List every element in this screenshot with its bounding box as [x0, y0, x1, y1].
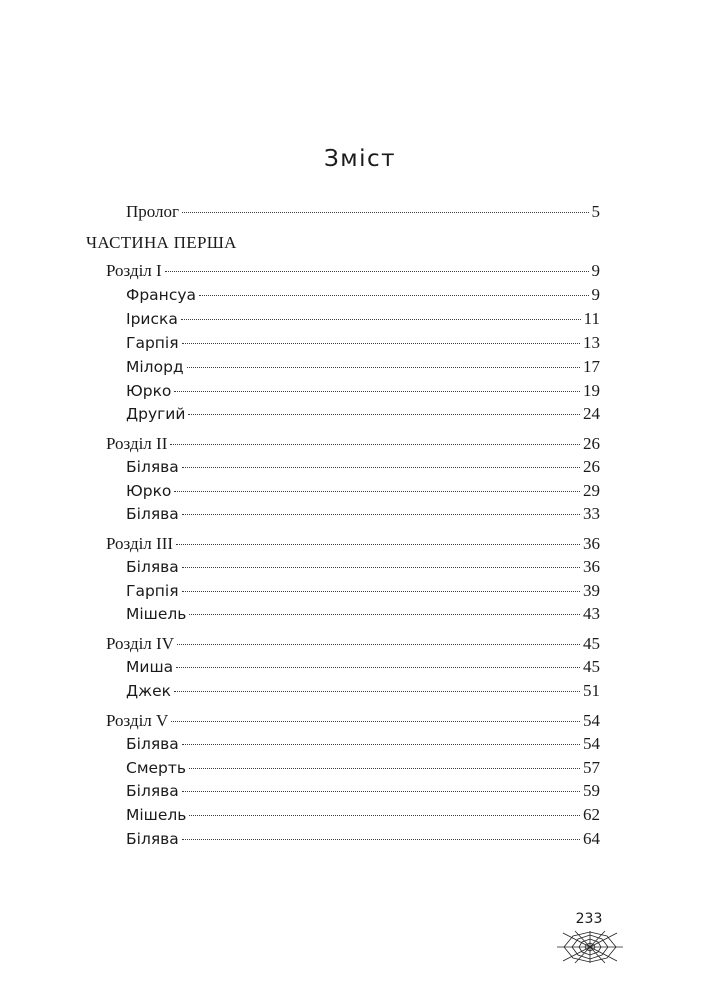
- toc-chapter-4[interactable]: [106, 633, 600, 655]
- toc-entry-label: Розділ I: [106, 261, 162, 280]
- page-title: Зміст: [323, 146, 397, 172]
- toc-chapter-1[interactable]: [106, 260, 600, 282]
- toc-page-number: 26: [583, 434, 600, 453]
- toc-entry-label: Іриска: [126, 310, 178, 328]
- toc-entry-label: Білява: [126, 458, 179, 476]
- toc-page-number: 24: [583, 404, 600, 423]
- dot-leader: [182, 791, 580, 792]
- toc-entry[interactable]: [126, 780, 600, 802]
- toc-page-number: 59: [583, 781, 600, 800]
- toc-page-number: 11: [583, 309, 600, 328]
- toc-page-number: 54: [583, 734, 600, 753]
- toc-entry[interactable]: [126, 828, 600, 850]
- toc-entry-label: Юрко: [126, 382, 172, 400]
- toc-entry-label: Білява: [126, 830, 179, 848]
- dot-leader: [176, 667, 580, 668]
- dot-leader: [165, 271, 589, 272]
- toc-page-number: 45: [583, 634, 600, 653]
- toc-entry[interactable]: [126, 603, 600, 625]
- dot-leader: [182, 744, 580, 745]
- toc-entry[interactable]: [126, 580, 600, 602]
- toc-page-number: 43: [583, 604, 600, 623]
- dot-leader: [182, 212, 588, 213]
- toc-page-number: 19: [583, 381, 600, 400]
- toc-entry-label: Миша: [126, 658, 174, 676]
- dot-leader: [182, 591, 580, 592]
- toc-entry[interactable]: [126, 680, 600, 702]
- dot-leader: [187, 367, 580, 368]
- toc-page-number: 45: [583, 657, 600, 676]
- dot-leader: [174, 491, 580, 492]
- dot-leader: [189, 768, 580, 769]
- toc-entry-label: Юрко: [126, 482, 172, 500]
- toc-entry-label: Розділ II: [106, 434, 168, 453]
- toc-entry-label: Розділ IV: [106, 634, 174, 653]
- toc-page-number: 64: [583, 829, 600, 848]
- toc-entry-label: Мішель: [126, 806, 187, 824]
- toc-entry[interactable]: [126, 403, 600, 425]
- toc-entry-prologue[interactable]: [126, 201, 600, 223]
- toc-entry[interactable]: [126, 456, 600, 478]
- toc-page-number: 39: [583, 581, 600, 600]
- toc-entry[interactable]: [126, 480, 600, 502]
- dot-leader: [181, 319, 581, 320]
- dot-leader: [199, 295, 588, 296]
- toc-entry-label: Розділ V: [106, 711, 169, 730]
- toc-chapter-3[interactable]: [106, 533, 600, 555]
- dot-leader: [182, 514, 580, 515]
- dot-leader: [174, 691, 580, 692]
- dot-leader: [170, 444, 580, 445]
- toc-page-number: 33: [583, 504, 600, 523]
- toc-entry[interactable]: [126, 380, 600, 402]
- toc-entry[interactable]: [126, 757, 600, 779]
- toc-entry-label: Пролог: [126, 202, 180, 221]
- toc-page-number: 26: [583, 457, 600, 476]
- toc-entry-label: Гарпія: [126, 334, 179, 352]
- toc-entry-label: Франсуа: [126, 286, 197, 304]
- toc-entry-label: Білява: [126, 558, 179, 576]
- toc-entry[interactable]: [126, 332, 600, 354]
- toc-entry[interactable]: [126, 556, 600, 578]
- toc-page-number: 29: [583, 481, 600, 500]
- toc-page-number: 62: [583, 805, 600, 824]
- toc-entry-label: Гарпія: [126, 582, 179, 600]
- dot-leader: [182, 467, 580, 468]
- dot-leader: [171, 721, 580, 722]
- toc-page-number: 54: [583, 711, 600, 730]
- part-heading: ЧАСТИНА ПЕРША: [86, 233, 237, 252]
- toc-entry[interactable]: [126, 804, 600, 826]
- toc-entry[interactable]: [126, 503, 600, 525]
- toc-entry[interactable]: [126, 733, 600, 755]
- toc-page-number: 36: [583, 557, 600, 576]
- dot-leader: [182, 839, 580, 840]
- toc-page-number: 5: [591, 202, 600, 221]
- toc-entry[interactable]: [126, 284, 600, 306]
- toc-entry-label: Другий: [126, 405, 186, 423]
- page-number: 233: [575, 911, 603, 927]
- toc-page-number: 57: [583, 758, 600, 777]
- dot-leader: [182, 343, 580, 344]
- dot-leader: [189, 815, 580, 816]
- toc-page-number: 17: [583, 357, 600, 376]
- toc-entry-label: Білява: [126, 735, 179, 753]
- toc-entry-label: Смерть: [126, 759, 187, 777]
- toc-page-number: 9: [591, 285, 600, 304]
- toc-entry-label: Розділ III: [106, 534, 174, 553]
- toc-entry-label: Мішель: [126, 605, 187, 623]
- toc-entry[interactable]: [126, 308, 600, 330]
- dot-leader: [182, 567, 580, 568]
- spiderweb-icon: [555, 930, 625, 964]
- dot-leader: [189, 614, 580, 615]
- toc-entry-label: Мілорд: [126, 358, 184, 376]
- toc-entry[interactable]: [126, 356, 600, 378]
- toc-entry-label: Джек: [126, 682, 171, 700]
- toc-page-number: 36: [583, 534, 600, 553]
- toc-page-number: 51: [583, 681, 600, 700]
- dot-leader: [188, 414, 580, 415]
- toc-entry[interactable]: [126, 656, 600, 678]
- dot-leader: [176, 544, 580, 545]
- dot-leader: [174, 391, 580, 392]
- toc-chapter-5[interactable]: [106, 710, 600, 732]
- toc-page-number: 9: [591, 261, 600, 280]
- dot-leader: [177, 644, 580, 645]
- toc-chapter-2[interactable]: [106, 433, 600, 455]
- toc-entry-label: Білява: [126, 782, 179, 800]
- toc-entry-label: Білява: [126, 505, 179, 523]
- toc-page-number: 13: [583, 333, 600, 352]
